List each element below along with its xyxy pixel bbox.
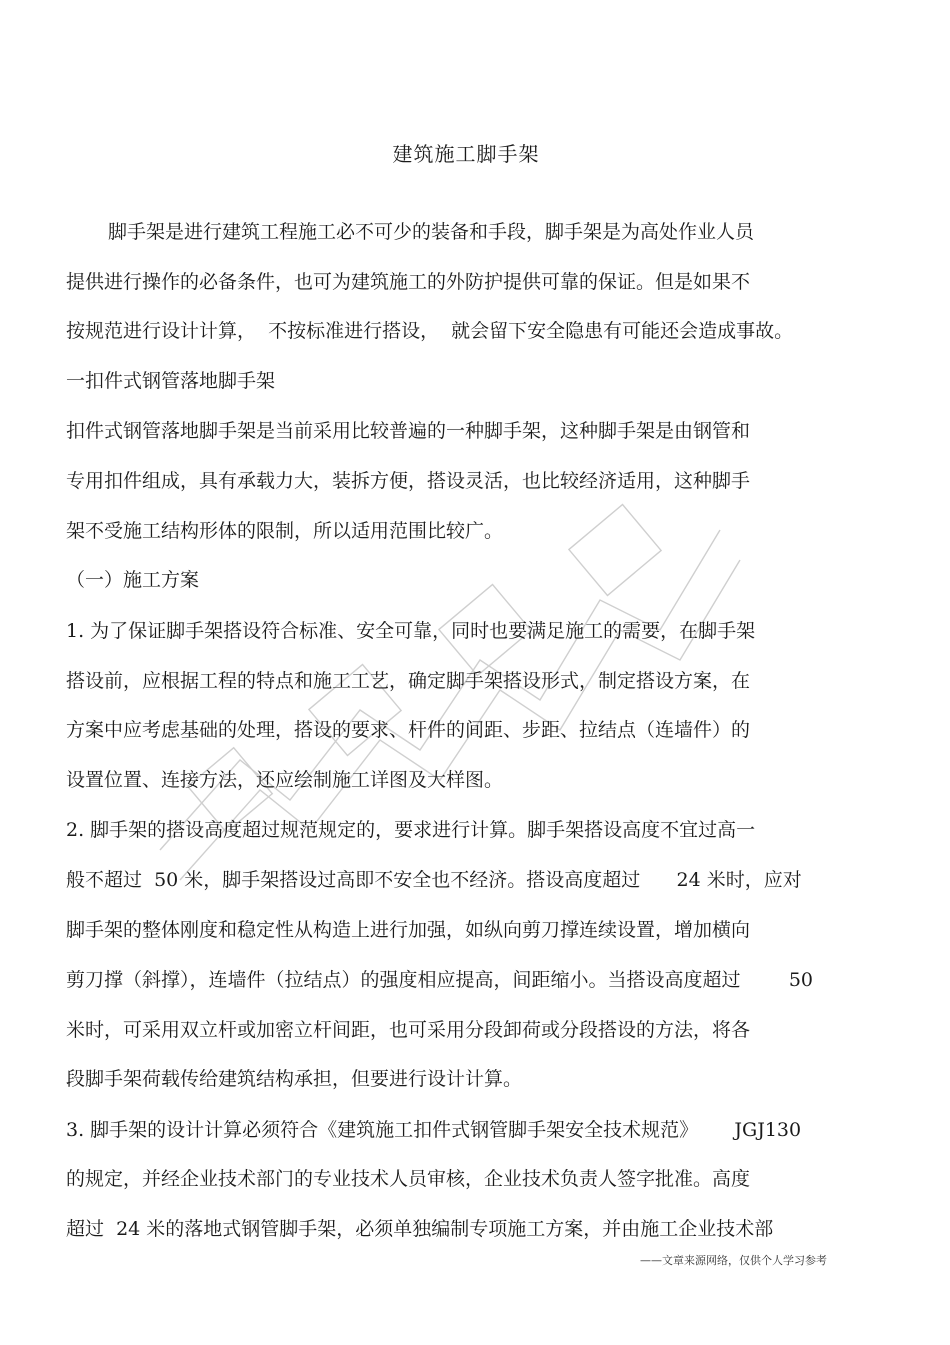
paragraph-line: 般不超过 50 米，脚手架搭设过高即不安全也不经济。搭设高度超过 24 米时，应对 xyxy=(66,869,802,891)
paragraph-line: 架不受施工结构形体的限制，所以适用范围比较广。 xyxy=(66,520,504,542)
paragraph-line: 超过 24 米的落地式钢管脚手架，必须单独编制专项施工方案，并由施工企业技术部 xyxy=(66,1218,774,1240)
paragraph-line: 设置位置、连接方法，还应绘制施工详图及大样图。 xyxy=(66,769,504,791)
paragraph-line: 剪刀撑（斜撑），连墙件（拉结点）的强度相应提高，间距缩小。当搭设高度超过 50 xyxy=(66,969,813,991)
paragraph-line: 的规定，并经企业技术部门的专业技术人员审核，企业技术负责人签字批准。高度 xyxy=(66,1168,751,1190)
paragraph-line: 米时，可采用双立杆或加密立杆间距，也可采用分段卸荷或分段搭设的方法，将各 xyxy=(66,1019,751,1041)
paragraph-line: 按规范进行设计计算， 不按标准进行搭设， 就会留下安全隐患有可能还会造成事故。 xyxy=(66,320,794,342)
paragraph-line: 扣件式钢管落地脚手架是当前采用比较普遍的一种脚手架，这种脚手架是由钢管和 xyxy=(66,420,751,442)
document-title: 建筑施工脚手架 xyxy=(392,142,540,166)
paragraph-line: 方案中应考虑基础的处理，搭设的要求、杆件的间距、步距、拉结点（连墙件）的 xyxy=(66,719,751,741)
paragraph-line: 脚手架是进行建筑工程施工必不可少的装备和手段，脚手架是为高处作业人员 xyxy=(108,221,755,243)
paragraph-line: 3. 脚手架的设计计算必须符合《建筑施工扣件式钢管脚手架安全技术规范》 JGJ130 xyxy=(66,1119,802,1141)
footer-note: ——文章来源网络，仅供个人学习参考 xyxy=(640,1254,827,1267)
paragraph-line: 脚手架的整体刚度和稳定性从构造上进行加强，如纵向剪刀撑连续设置，增加横向 xyxy=(66,919,751,941)
paragraph-line: 2. 脚手架的搭设高度超过规范规定的，要求进行计算。脚手架搭设高度不宜过高一 xyxy=(66,819,756,841)
paragraph-line: 搭设前，应根据工程的特点和施工工艺，确定脚手架搭设形式，制定搭设方案，在 xyxy=(66,670,751,692)
paragraph-line: 1. 为了保证脚手架搭设符合标准、安全可靠，同时也要满足施工的需要，在脚手架 xyxy=(66,620,756,642)
section-heading: 一扣件式钢管落地脚手架 xyxy=(66,370,276,392)
paragraph-line: 专用扣件组成，具有承载力大，装拆方便，搭设灵活，也比较经济适用，这种脚手 xyxy=(66,470,751,492)
paragraph-line: 段脚手架荷载传给建筑结构承担，但要进行设计计算。 xyxy=(66,1068,523,1090)
subsection-heading: （一）施工方案 xyxy=(66,569,200,591)
paragraph-line: 提供进行操作的必备条件，也可为建筑施工的外防护提供可靠的保证。但是如果不 xyxy=(66,271,751,293)
